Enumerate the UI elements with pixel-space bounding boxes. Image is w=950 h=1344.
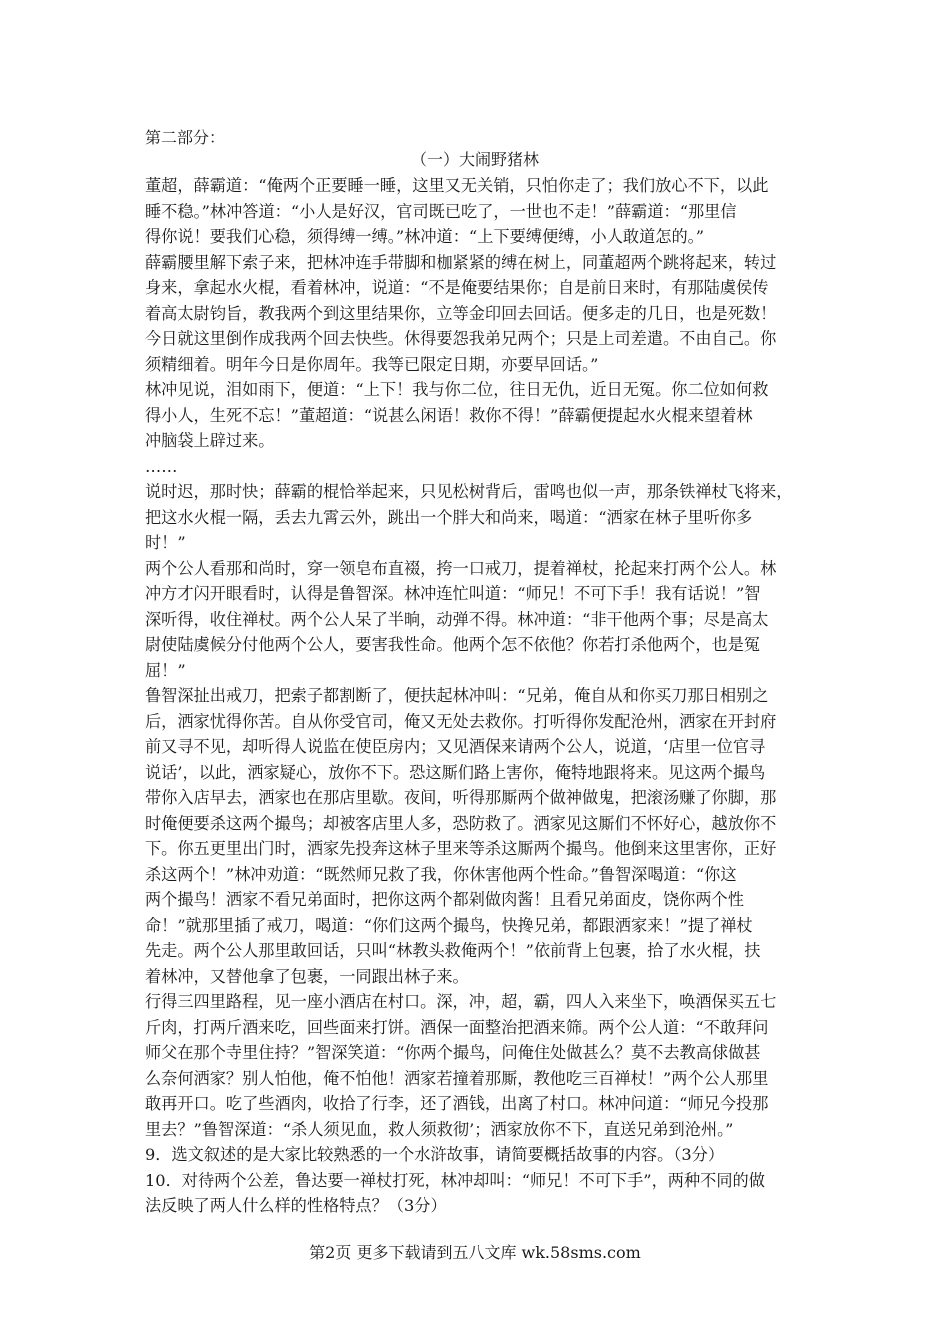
- text-line: 林冲见说，泪如雨下，便道：“上下！我与你二位，往日无仇，近日无冤。你二位如何救: [145, 380, 769, 399]
- passage-body: [145, 173, 813, 1219]
- text-line: 把这水火棍一隔，丢去九霄云外，跳出一个胖大和尚来，喝道：“洒家在林子里听你多: [145, 507, 753, 527]
- text-line: 先走。两个公人那里敢回话，只叫“林教头救俺两个！”依前背上包裹，拾了水火棍，扶: [145, 941, 761, 960]
- text-line: 冲脑袋上辟过来。: [145, 431, 275, 450]
- text-line: 睡不稳。”林冲答道：“小人是好汉，官司既已吃了，一世也不走！”薛霸道：“那里信: [145, 201, 737, 221]
- text-line: 斤肉，打两斤酒来吃，回些面来打饼。酒保一面整治把酒来筛。两个公人道：“不敢拜问: [145, 1017, 769, 1037]
- text-line: 师父在那个寺里住持？”智深笑道：“你两个撮鸟，问俺住处做甚么？莫不去教高俅做甚: [145, 1043, 761, 1062]
- text-line: 屈！”: [145, 660, 186, 680]
- text-line: 冲方才闪开眼看时，认得是鲁智深。林冲连忙叫道：“师兄！不可下手！我有话说！”智: [145, 584, 761, 603]
- text-line: 得你说！要我们心稳，须得缚一缚。”林冲道：“上下要缚便缚，小人敢道怎的。”: [145, 227, 704, 246]
- text-line: 时！”: [145, 533, 186, 552]
- text-line: 两个公人看那和尚时，穿一领皂布直裰，挎一口戒刀，提着禅杖，抡起来打两个公人。林: [145, 558, 777, 578]
- text-line: 么奈何洒家？别人怕他，俺不怕他！洒家若撞着那厮，教他吃三百禅杖！”两个公人那里: [145, 1068, 769, 1088]
- text-line: 带你入店早去，洒家也在那店里歇。夜间，听得那厮两个做神做鬼，把滚汤赚了你脚，那: [145, 788, 777, 807]
- text-line: 法反映了两人什么样的性格特点？（3分）: [145, 1196, 447, 1215]
- page-footer: 第2页 更多下载请到五八文库 wk.58sms.com: [309, 1243, 641, 1262]
- section-label: 第二部分：: [145, 128, 226, 147]
- text-line: 身来，拿起水火棍，看着林冲，说道：“不是俺要结果你；自是前日来时，有那陆虞侯传: [145, 278, 769, 297]
- text-line: 着高太尉钧旨，教我两个到这里结果你，立等金印回去回话。便多走的几日，也是死数！: [145, 303, 777, 323]
- text-line: 里去？”鲁智深道：“杀人须见血，救人须救彻’；洒家放你不下，直送兄弟到沧州。”: [145, 1119, 734, 1139]
- text-line: 行得三四里路程，见一座小酒店在村口。深，冲，超，霸，四人入来坐下，唤酒保买五七: [145, 992, 777, 1011]
- text-line: 下。你五更里出门时，洒家先投奔这林子里来等杀这厮两个撮鸟。他倒来这里害你，正好: [145, 839, 777, 858]
- text-line: 10．对待两个公差，鲁达要一禅杖打死，林冲却叫：“师兄！不可下手”，两种不同的做: [145, 1170, 765, 1190]
- text-line: 敢再开口。吃了些酒肉，收拾了行李，还了酒钱，出离了村口。林冲问道：“师兄今投那: [145, 1094, 769, 1113]
- text-line: 后，洒家忧得你苦。自从你受官司，俺又无处去救你。打听得你发配沧州，洒家在开封府: [145, 711, 777, 731]
- text-line: 尉使陆虞候分付他两个公人，要害我性命。他两个怎不依他？你若打杀他两个，也是冤: [145, 635, 761, 654]
- text-line: 两个撮鸟！洒家不看兄弟面时，把你这两个都剁做肉酱！且看兄弟面皮，饶你两个性: [145, 890, 744, 909]
- passage-title: （一）大闹野猪林: [410, 150, 539, 169]
- text-line: 鲁智深扯出戒刀，把索子都割断了，便扶起林冲叫：“兄弟，俺自从和你买刀那日相别之: [145, 686, 769, 705]
- text-line: 前又寻不见，却听得人说监在使臣房内；又见酒保来请两个公人，说道，‘店里一位官寻: [145, 737, 766, 756]
- text-line: 说时迟，那时快；薛霸的棍恰举起来，只见松树背后，雷鸣也似一声，那条铁禅杖飞将来，: [145, 482, 793, 501]
- text-line: 9．选文叙述的是大家比较熟悉的一个水浒故事，请简要概括故事的内容。（3分）: [145, 1145, 725, 1164]
- text-line: 须精细着。明年今日是你周年。我等已限定日期，亦要早回话。”: [145, 354, 599, 374]
- text-line: ……: [145, 456, 178, 476]
- text-line: 董超，薛霸道：“俺两个正要睡一睡，这里又无关销，只怕你走了；我们放心不下，以此: [145, 176, 769, 195]
- text-line: 得小人，生死不忘！”董超道：“说甚么闲语！救你不得！”薛霸便提起水火棍来望着林: [145, 405, 753, 425]
- text-line: 时俺便要杀这两个撮鸟；却被客店里人多，恐防救了。洒家见这厮们不怀好心，越放你不: [145, 813, 777, 833]
- text-line: 杀这两个！”林冲劝道：“既然师兄救了我，你休害他两个性命。”鲁智深喝道：“你这: [145, 864, 737, 884]
- text-line: 说话’，以此，洒家疑心，放你不下。恐这厮们路上害你，俺特地跟将来。见这两个撮鸟: [145, 762, 766, 782]
- text-line: 今日就这里倒作成我两个回去快些。休得要怨我弟兄两个；只是上司差遣。不由自己。你: [145, 329, 777, 348]
- text-line: 深听得，收住禅杖。两个公人呆了半晌，动弹不得。林冲道：“非干他两个事；尽是高太: [145, 609, 769, 629]
- text-line: 命！”就那里插了戒刀，喝道：“你们这两个撮鸟，快搀兄弟，都跟洒家来！”提了禅杖: [145, 915, 753, 935]
- text-line: 着林冲，又替他拿了包裹，一同跟出林子来。: [145, 966, 469, 986]
- text-line: 薛霸腰里解下索子来，把林冲连手带脚和枷紧紧的缚在树上，同董超两个跳将起来，转过: [145, 252, 777, 272]
